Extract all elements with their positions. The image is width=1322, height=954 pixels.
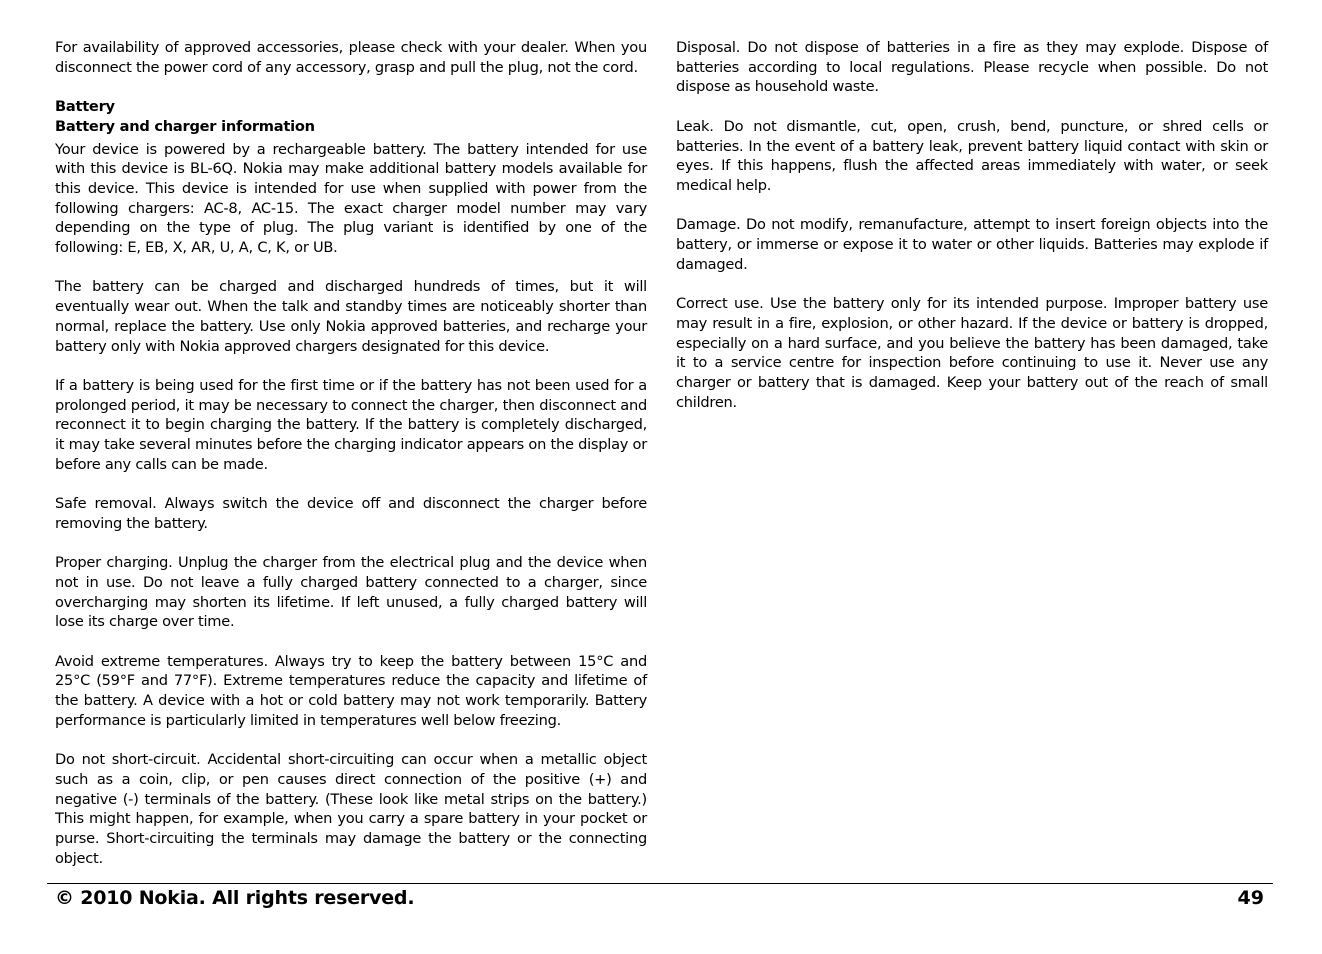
page-number: 49 xyxy=(1237,887,1264,909)
battery-model-paragraph: Your device is powered by a rechargeable battery. The battery intended for use with this device is BL-6Q. Nokia may make additional battery models available for this device. This device is intended for use when supplied with power from the following chargers: AC-8, AC-15. The exact charger model number may vary depending on the type of plug. The plug variant is identified by one of the following: E, EB, X, AR, U, A, C, K, or UB. xyxy=(55,140,647,257)
battery-heading: Battery xyxy=(55,98,115,116)
battery-wear-paragraph: The battery can be charged and discharged hundreds of times, but it will eventually wear out. When the talk and standby times are noticeably shorter than normal, replace the battery. Use only Nokia approved batteries, and recharge your battery only with Nokia approved chargers designated for this device. xyxy=(55,278,647,355)
proper-charging-paragraph: Proper charging. Unplug the charger from the electrical plug and the device when not in use. Do not leave a fully charged battery connected to a charger, since overcharging may shorten its lifetime. If left unused, a fully charged battery will lose its charge over time. xyxy=(55,554,647,631)
left-column xyxy=(55,38,647,888)
correct-use-paragraph: Correct use. Use the battery only for its intended purpose. Improper battery use may result in a fire, explosion, or other hazard. If the device or battery is dropped, especially on a hard surface, and you believe the battery has been damaged, take it to a service centre for inspection before continuing to use it. Never use any charger or battery that is damaged. Keep your battery out of the reach of small children. xyxy=(676,295,1268,411)
footer-divider xyxy=(47,883,1273,884)
extreme-temperatures-paragraph: Avoid extreme temperatures. Always try to keep the battery between 15°C and 25°C (59°F and 77°F). Extreme temperatures reduce the capacity and lifetime of the battery. A device with a hot or cold battery may not work temporarily. Battery performance is particularly limited in temperatures well below freezing. xyxy=(55,652,647,729)
right-column xyxy=(676,38,1268,432)
leak-paragraph: Leak. Do not dismantle, cut, open, crush, bend, puncture, or shred cells or batteries. In the event of a battery leak, prevent battery liquid contact with skin or eyes. If this happens, flush the affected areas immediately with water, or seek medical help. xyxy=(676,117,1268,194)
disposal-paragraph: Disposal. Do not dispose of batteries in a fire as they may explode. Dispose of batteries according to local regulations. Please recycle when possible. Do not dispose as household waste. xyxy=(676,39,1268,96)
accessories-intro-paragraph: For availability of approved accessories, please check with your dealer. When you disconnect the power cord of any accessory, grasp and pull the plug, not the cord. xyxy=(55,39,647,76)
safe-removal-paragraph: Safe removal. Always switch the device off and disconnect the charger before removing the battery. xyxy=(55,495,647,532)
first-use-paragraph: If a battery is being used for the first time or if the battery has not been used for a prolonged period, it may be necessary to connect the charger, then disconnect and reconnect it to begin charging the battery. If the battery is completely discharged, it may take several minutes before the charging indicator appears on the display or before any calls can be made. xyxy=(55,376,647,473)
battery-charger-info-subheading: Battery and charger information xyxy=(55,117,315,135)
short-circuit-paragraph: Do not short-circuit. Accidental short-circuiting can occur when a metallic object such as a coin, clip, or pen causes direct connection of the positive (+) and negative (-) terminals of the battery. (These look like metal strips on the battery.) This might happen, for example, when you carry a spare battery in your pocket or purse. Short-circuiting the terminals may damage the battery or the connecting object. xyxy=(55,751,647,867)
copyright-notice: © 2010 Nokia. All rights reserved. xyxy=(55,887,415,909)
damage-paragraph: Damage. Do not modify, remanufacture, attempt to insert foreign objects into the battery, or immerse or expose it to water or other liquids. Batteries may explode if damaged. xyxy=(676,216,1268,273)
